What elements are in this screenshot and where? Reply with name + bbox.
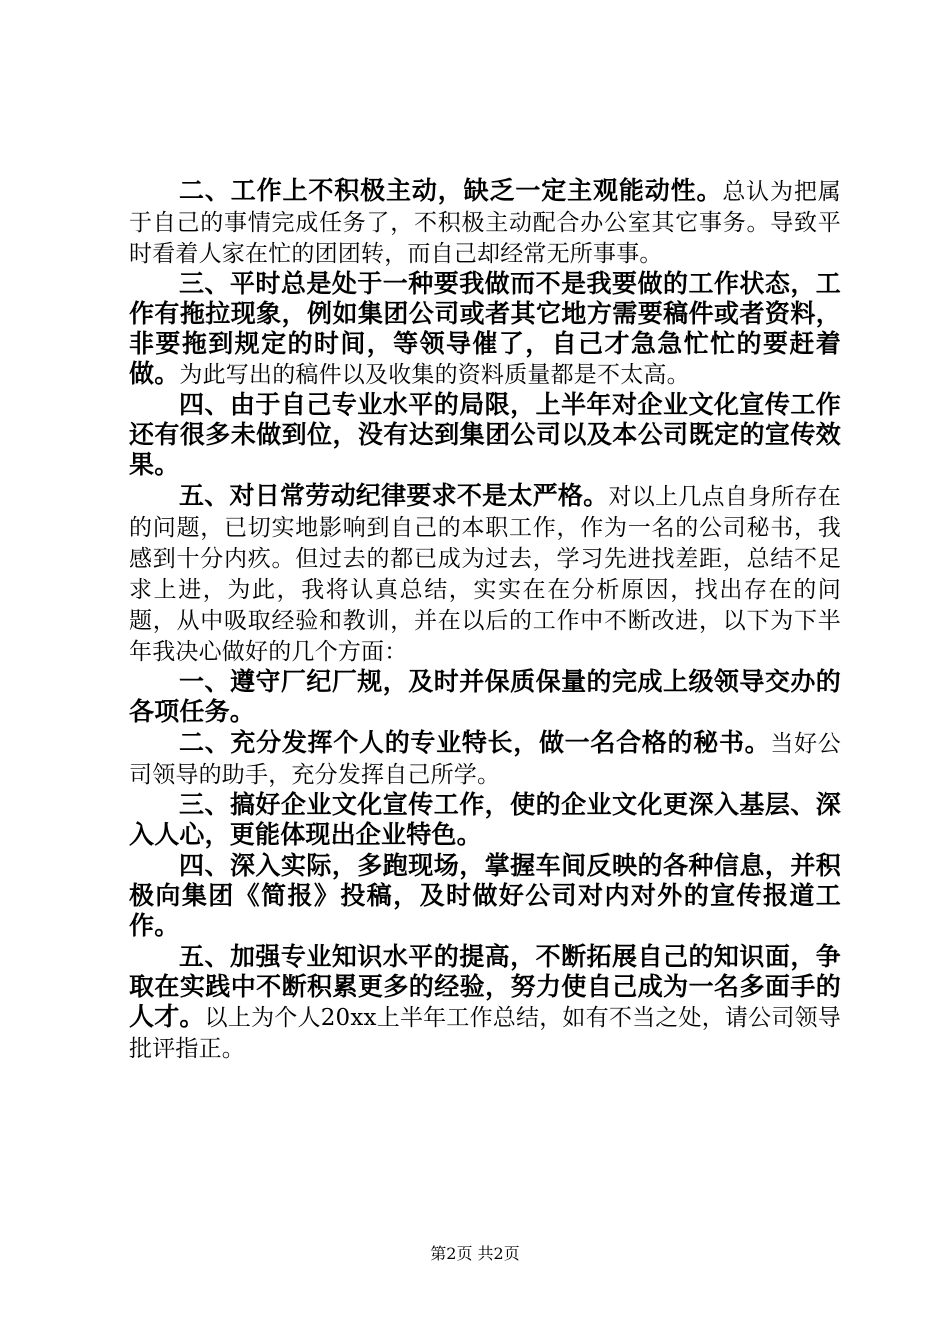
paragraph [129, 667, 841, 728]
paragraph-lead: 一、遵守厂纪厂规，及时并保质保量的完成上级领导交办的各项任务。 [129, 667, 841, 726]
page-number: 第2页 共2页 [430, 1244, 520, 1263]
paragraph-text: 为此写出的稿件以及收集的资料质量都是不太高。 [179, 362, 690, 388]
paragraph-text: 以上为个人20xx上半年工作总结，如有不当之处，请公司领导批评指正。 [129, 1005, 841, 1062]
paragraph [129, 728, 841, 790]
paragraph-lead: 五、对日常劳动纪律要求不是太严格。 [179, 481, 609, 510]
paragraph-text: 对以上几点自身所存在的问题，已切实地影响到自己的本职工作，作为一名的公司秘书，我感到十分内疚。但过去的都已成为过去，学习先进找差距，总结不足求上进，为此，我将认真总结，实实在在分析原因，找出存在的问题，从中吸取经验和教训，并在以后的工作中不断改进，以下为下半年我决心做好的几个方面： [129, 484, 842, 665]
paragraph-lead: 二、工作上不积极主动，缺乏一定主观能动性。 [179, 176, 723, 205]
paragraph [129, 790, 841, 851]
paragraph-lead: 四、由于自己专业水平的局限，上半年对企业文化宣传工作还有很多未做到位，没有达到集团公司以及本公司既定的宣传效果。 [129, 390, 841, 479]
paragraph [129, 481, 841, 667]
paragraph-lead: 三、平时总是处于一种要我做而不是我要做的工作状态，工作有拖拉现象，例如集团公司或者其它地方需要稿件或者资料，非要拖到规定的时间，等领导催了，自己才急急忙忙的要赶着做。 [129, 269, 841, 388]
page-footer [0, 1244, 950, 1264]
paragraph-text: 当好公司领导的助手，充分发挥自己所学。 [129, 731, 841, 788]
document-body [129, 176, 841, 1064]
paragraph-lead: 四、深入实际，多跑现场，掌握车间反映的各种信息，并积极向集团《简报》投稿，及时做好公司对内对外的宣传报道工作。 [129, 851, 841, 940]
paragraph [129, 390, 841, 481]
paragraph-lead: 三、搞好企业文化宣传工作，使的企业文化更深入基层、深入人心，更能体现出企业特色。 [129, 790, 841, 849]
paragraph [129, 851, 841, 942]
paragraph-lead: 二、充分发挥个人的专业特长，做一名合格的秘书。 [179, 728, 771, 757]
paragraph [129, 269, 841, 390]
paragraph [129, 176, 841, 269]
paragraph-text: 总认为把属于自己的事情完成任务了，不积极主动配合办公室其它事务。导致平时看着人家在忙的团团转，而自己却经常无所事事。 [129, 179, 841, 267]
paragraph [129, 942, 841, 1064]
paragraph-lead: 五、加强专业知识水平的提高，不断拓展自己的知识面，争取在实践中不断积累更多的经验，努力使自己成为一名多面手的人才。 [129, 942, 841, 1031]
